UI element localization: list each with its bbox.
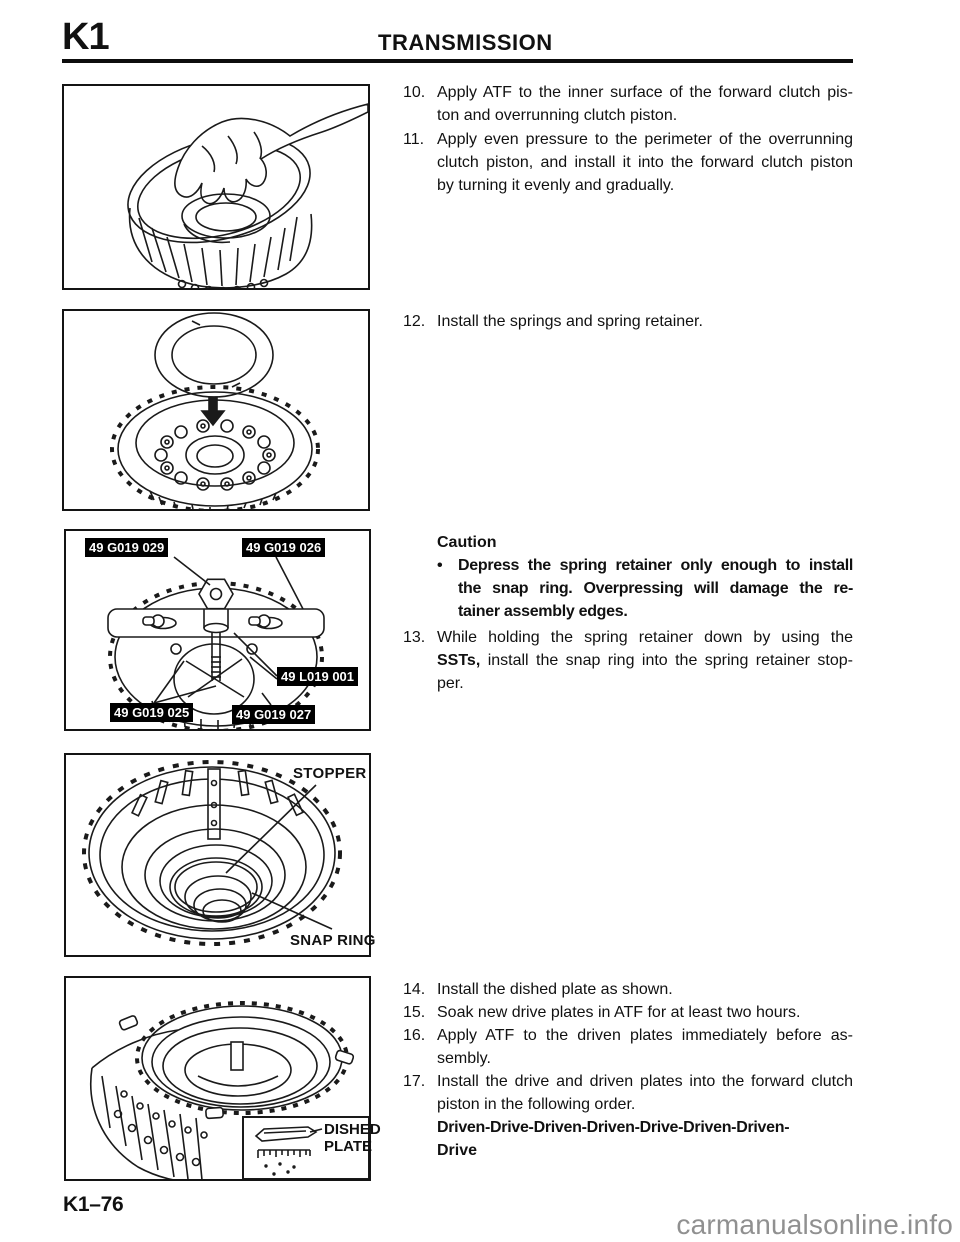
caution-line-3: tainer assembly edges. xyxy=(458,603,628,620)
snap-ring-outline xyxy=(170,858,262,916)
step-10-line-2: ton and overrunning clutch piston. xyxy=(437,107,678,124)
step-number: 13. xyxy=(403,629,426,646)
figure-spring-retainer xyxy=(62,309,370,511)
page-number: K1–76 xyxy=(63,1193,124,1216)
snap-ring-label: SNAP RING xyxy=(290,932,376,949)
step-11-line-2: clutch piston, and install it into the forward clutch piston xyxy=(437,154,853,171)
sst-label-49-g019-027: 49 G019 027 xyxy=(232,705,315,724)
step-11-line-3: by turning it evenly and gradually. xyxy=(437,177,675,194)
sst-setup-illustration xyxy=(66,531,369,729)
step-16-line-2: sembly. xyxy=(437,1050,491,1067)
step-number: 16. xyxy=(403,1027,426,1044)
step-number: 17. xyxy=(403,1073,426,1090)
step-number: 14. xyxy=(403,981,426,998)
sst-label-49-g019-029: 49 G019 029 xyxy=(85,538,168,557)
step-12-line-1: 12. Install the springs and spring retainer. xyxy=(403,310,853,334)
step-number: 10. xyxy=(403,84,426,101)
caution-line-2: the snap ring. Overpressing will damage the re- xyxy=(458,580,853,597)
step-13-line-3: per. xyxy=(437,675,464,692)
step-number: 15. xyxy=(403,1004,426,1021)
step-16-line-1: 16. Apply ATF to the driven plates immediately before as- xyxy=(403,1024,853,1048)
caution-heading: Caution xyxy=(437,534,497,551)
piston-install-illustration xyxy=(64,86,368,288)
page-title: TRANSMISSION xyxy=(378,30,553,55)
sst-label-49-g019-025: 49 G019 025 xyxy=(110,703,193,722)
sst-label-49-l019-001: 49 L019 001 xyxy=(277,667,358,686)
dished-plate-label-line2: PLATE xyxy=(324,1138,373,1155)
section-code: K1 xyxy=(62,16,109,58)
snap-ring-illustration xyxy=(66,755,369,955)
dished-plate-label-line1: DISHED xyxy=(324,1121,381,1138)
stopper-label: STOPPER xyxy=(293,765,367,782)
figure-sst-setup xyxy=(64,529,371,731)
step-17-order-line-2: Drive xyxy=(437,1142,478,1159)
step-17-line-2: piston in the following order. xyxy=(437,1096,636,1113)
spring-retainer-illustration xyxy=(64,311,368,509)
caution-line-1: • Depress the spring retainer only enough to install xyxy=(403,554,853,578)
step-number: 12. xyxy=(403,313,426,330)
step-13-line-2: SSTs, install the snap ring into the spring retainer stop- xyxy=(437,652,853,669)
step-15-line-1: 15. Soak new drive plates in ATF for at least two hours. xyxy=(403,1001,853,1025)
sst-label-49-g019-026: 49 G019 026 xyxy=(242,538,325,557)
step-17-line-1: 17. Install the drive and driven plates into the forward clutch xyxy=(403,1070,853,1094)
step-number: 11. xyxy=(403,131,425,148)
watermark: carmanualsonline.info xyxy=(676,1209,953,1240)
step-13-line-1: 13. While holding the spring retainer down by using the xyxy=(403,626,853,650)
step-14-line-1: 14. Install the dished plate as shown. xyxy=(403,978,853,1002)
figure-dished-plate xyxy=(64,976,381,1181)
header-rule xyxy=(62,59,853,63)
bullet-icon: • xyxy=(437,557,443,574)
figure-piston-install xyxy=(62,84,370,290)
hand-icon xyxy=(175,104,368,204)
center-bolt xyxy=(199,579,233,608)
figure-snap-ring xyxy=(64,753,376,957)
step-17-order-line-1: Driven-Drive-Driven-Driven-Drive-Driven-Driven- xyxy=(437,1119,790,1136)
step-10-line-1: 10. Apply ATF to the inner surface of the forward clutch pis- xyxy=(403,81,853,105)
step-11-line-1: 11. Apply even pressure to the perimeter of the overrunning xyxy=(403,128,853,152)
hub xyxy=(186,436,244,474)
